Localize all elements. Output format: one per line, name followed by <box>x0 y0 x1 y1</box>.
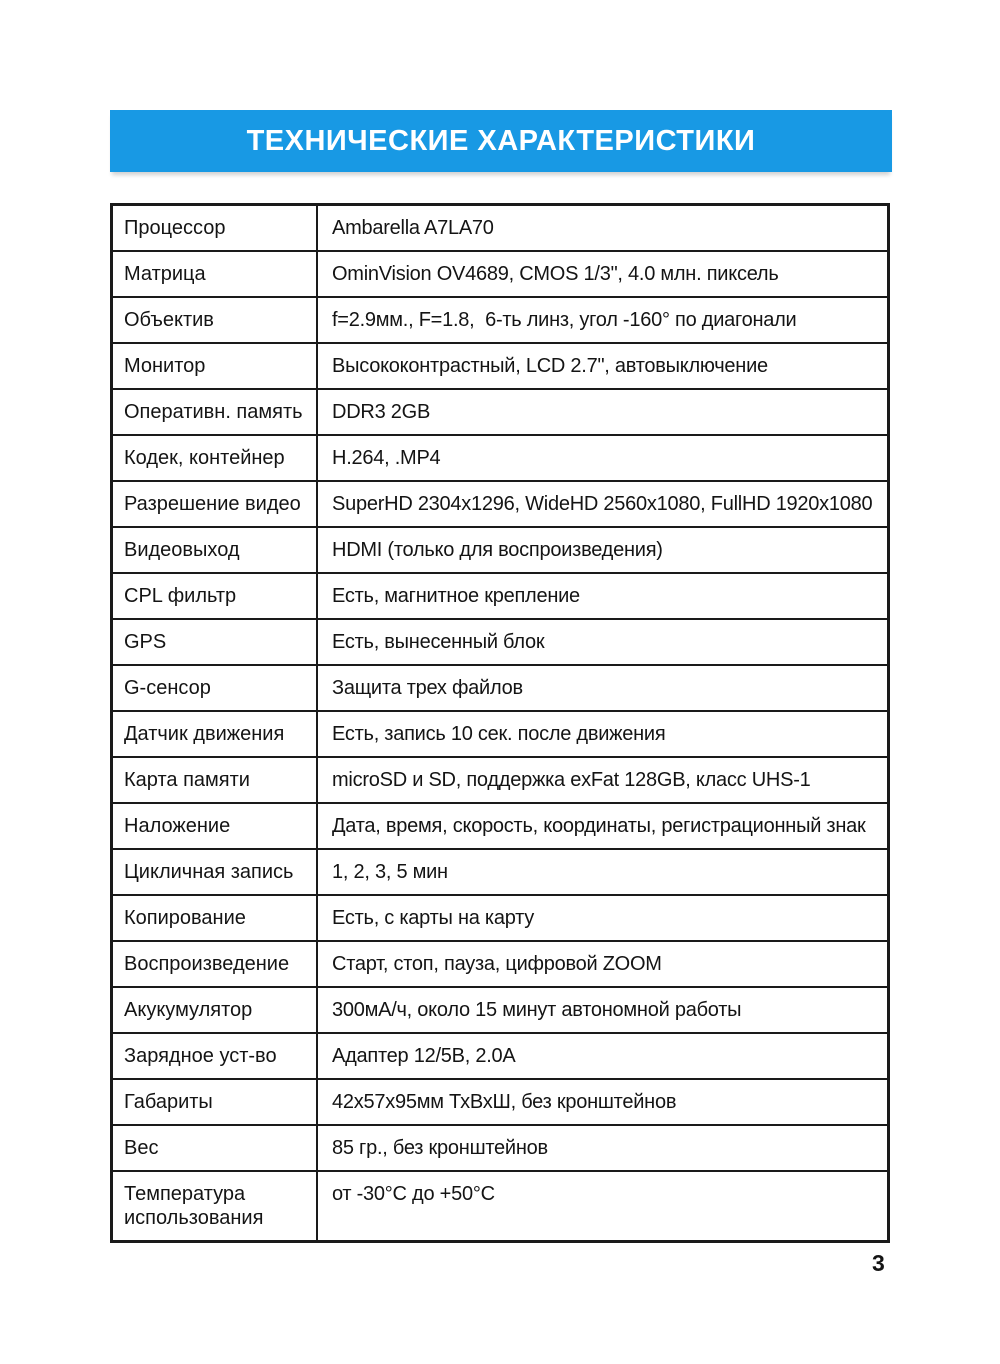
spec-value: HDMI (только для воспроизведения) <box>332 539 663 561</box>
spec-value: 42х57х95мм ТхВхШ, без кронштейнов <box>332 1091 677 1113</box>
table-row <box>113 436 887 482</box>
spec-value: Высококонтрастный, LCD 2.7", автовыключение <box>332 355 768 377</box>
spec-value: OminVision OV4689, CMOS 1/3", 4.0 млн. пиксель <box>332 263 779 285</box>
table-row <box>113 206 887 252</box>
spec-label: G-сенсор <box>113 666 318 710</box>
spec-label: Разрешение видео <box>113 482 318 526</box>
page-number: 3 <box>872 1250 885 1276</box>
table-row <box>113 758 887 804</box>
table-row <box>113 252 887 298</box>
spec-value: Старт, стоп, пауза, цифровой ZOOM <box>332 953 662 975</box>
spec-label: Габариты <box>113 1080 318 1124</box>
page-title-banner <box>110 110 892 172</box>
spec-label: CPL фильтр <box>113 574 318 618</box>
spec-value: Есть, запись 10 сек. после движения <box>332 723 666 745</box>
table-row <box>113 620 887 666</box>
page-title: ТЕХНИЧЕСКИЕ ХАРАКТЕРИСТИКИ <box>246 124 756 157</box>
table-row <box>113 1172 887 1240</box>
spec-value: microSD и SD, поддержка exFat 128GB, класс UHS-1 <box>332 769 811 791</box>
spec-label: Матрица <box>113 252 318 296</box>
spec-value: DDR3 2GB <box>332 401 431 423</box>
spec-label: Акукумулятор <box>113 988 318 1032</box>
spec-value: 85 гр., без кронштейнов <box>332 1137 548 1159</box>
table-row <box>113 390 887 436</box>
spec-label: Вес <box>113 1126 318 1170</box>
table-row <box>113 574 887 620</box>
spec-value: Есть, с карты на карту <box>332 907 535 929</box>
spec-label: Воспроизведение <box>113 942 318 986</box>
spec-label: Карта памяти <box>113 758 318 802</box>
spec-label: Видеовыход <box>113 528 318 572</box>
table-row <box>113 988 887 1034</box>
table-row <box>113 896 887 942</box>
spec-table <box>110 203 890 1243</box>
spec-value: f=2.9мм., F=1.8, 6-ть линз, угол -160° по диагонали <box>332 309 797 331</box>
spec-label: Датчик движения <box>113 712 318 756</box>
spec-value: Защита трех файлов <box>332 677 523 699</box>
table-row <box>113 850 887 896</box>
spec-label: Цикличная запись <box>113 850 318 894</box>
spec-label: Копирование <box>113 896 318 940</box>
spec-value: 1, 2, 3, 5 мин <box>332 861 448 883</box>
spec-label: Оперативн. память <box>113 390 318 434</box>
table-row <box>113 666 887 712</box>
spec-label: Кодек, контейнер <box>113 436 318 480</box>
table-row <box>113 1080 887 1126</box>
table-row <box>113 804 887 850</box>
spec-value: от -30°С до +50°С <box>332 1183 495 1205</box>
spec-value: Есть, вынесенный блок <box>332 631 545 653</box>
spec-label: Наложение <box>113 804 318 848</box>
spec-label: Монитор <box>113 344 318 388</box>
spec-value: SuperHD 2304x1296, WideHD 2560x1080, FullHD 1920x1080 <box>332 493 873 515</box>
spec-label: Зарядное уст-во <box>113 1034 318 1078</box>
table-row <box>113 482 887 528</box>
spec-value: Дата, время, скорость, координаты, регистрационный знак <box>332 815 866 837</box>
spec-label: Объектив <box>113 298 318 342</box>
table-row <box>113 344 887 390</box>
spec-value: Адаптер 12/5В, 2.0А <box>332 1045 516 1067</box>
spec-value: Есть, магнитное крепление <box>332 585 580 607</box>
spec-label: GPS <box>113 620 318 664</box>
table-row <box>113 298 887 344</box>
spec-label: Процессор <box>113 206 318 250</box>
spec-value: Ambarella A7LA70 <box>332 217 494 239</box>
table-row <box>113 528 887 574</box>
spec-value: 300мА/ч, около 15 минут автономной работы <box>332 999 742 1021</box>
table-row <box>113 1034 887 1080</box>
table-row <box>113 942 887 988</box>
spec-value: H.264, .MP4 <box>332 447 441 469</box>
spec-label: Температура использования <box>113 1172 318 1240</box>
table-row <box>113 1126 887 1172</box>
table-row <box>113 712 887 758</box>
